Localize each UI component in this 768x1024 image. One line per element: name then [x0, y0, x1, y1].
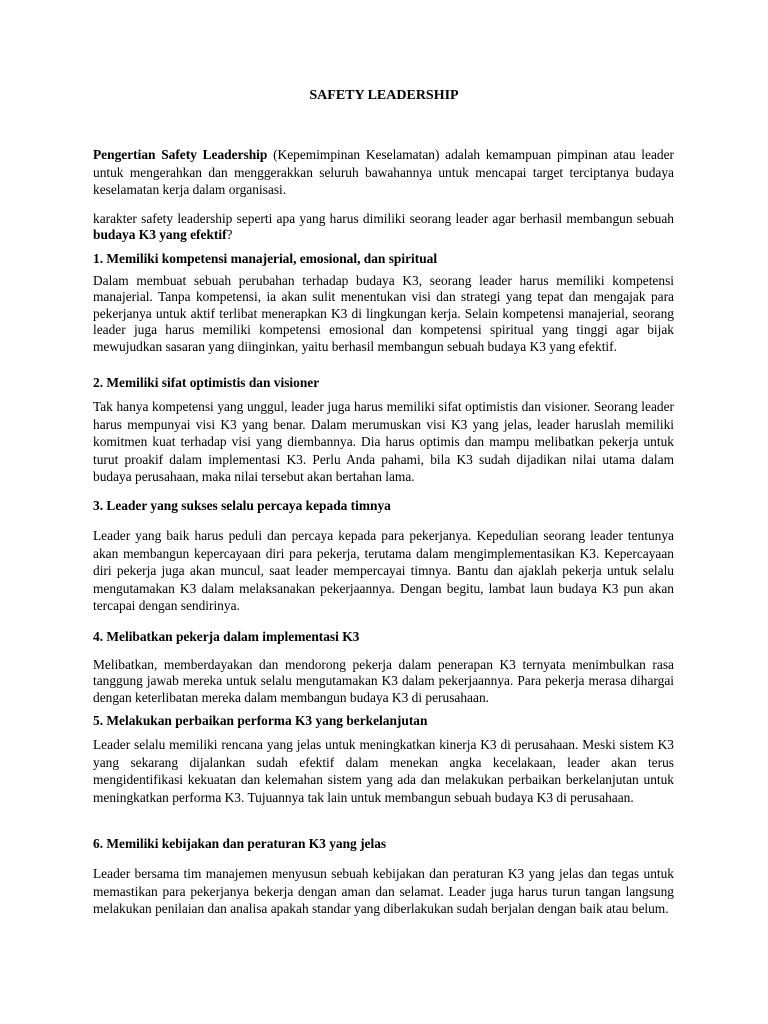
- section-body-2: Tak hanya kompetensi yang unggul, leader juga harus memiliki sifat optimistis dan visioner. Seorang leader harus mempunyai visi K3 yang benar. Dalam merumuskan visi K3 yang jelas, leader haruslah memiliki komitmen kuat terhadap visi yang diembannya. Dia harus optimis dan mampu melibatkan pekerja untuk turut proakif dalam implementasi K3. Perlu Anda pahami, bila K3 sudah dijadikan nilai utama dalam budaya perusahaan, maka nilai tersebut akan bertahan lama.: [93, 399, 674, 485]
- section-heading-6: 6. Memiliki kebijakan dan peraturan K3 yang jelas: [93, 836, 387, 851]
- section-heading-5: 5. Melakukan perbaikan performa K3 yang berkelanjutan: [93, 713, 428, 728]
- section-heading-2: 2. Memiliki sifat optimistis dan visioner: [93, 375, 320, 390]
- intro-term: Pengertian Safety Leadership: [93, 147, 268, 162]
- question-mark: ?: [226, 227, 233, 243]
- question-paragraph: [93, 211, 674, 244]
- intro-paragraph: [93, 146, 674, 199]
- section-body-3: Leader yang baik harus peduli dan percaya kepada para pekerjanya. Kepedulian seorang leader tentunya akan membangun kepercayaan diri para pekerja, terutama dalam mengimplementasikan K3. Kepercayaan diri pekerja juga akan muncul, saat leader mempercayai timnya. Bantu dan ajaklah pekerja untuk selalu mengutamakan K3 dalam melaksanakan pekerjaannya. Dengan begitu, lambat laun budaya K3 pun akan tercapai dengan sendirinya.: [93, 528, 674, 614]
- question-text: karakter safety leadership seperti apa yang harus dimiliki seorang leader agar berhasil membangun sebuah: [93, 211, 674, 226]
- document-title: SAFETY LEADERSHIP: [309, 88, 459, 103]
- section-body-4: Melibatkan, memberdayakan dan mendorong pekerja dalam penerapan K3 ternyata menimbulkan rasa tanggung jawab mereka untuk selalu mengutamakan K3 dalam pekerjaannya. Para pekerja merasa dihargai dengan keterlibatan mereka dalam membangun budaya K3 di perusahaan.: [93, 657, 674, 705]
- section-body-6: Leader bersama tim manajemen menyusun sebuah kebijakan dan peraturan K3 yang jelas dan tegas untuk memastikan para pekerjanya bekerja dengan aman dan selamat. Leader juga harus turun tangan langsung melakukan penilaian dan analisa apakah standar yang diberlakukan sudah berjalan dengan baik atau belum.: [93, 866, 674, 917]
- section-body-1: Dalam membuat sebuah perubahan terhadap budaya K3, seorang leader harus memiliki kompetensi manajerial. Tanpa kompetensi, ia akan sulit menentukan visi dan strategi yang tepat dan mengajak para pekerjanya untuk aktif terlibat menerapkan K3 di lingkungan kerja. Selain kompetensi manajerial, seorang leader juga harus memiliki kompetensi emosional dan kompetensi spiritual yang tinggi agar bijak mewujudkan sasaran yang diinginkan, yaitu berhasil membangun sebuah budaya K3 yang efektif.: [93, 273, 674, 354]
- section-heading-3: 3. Leader yang sukses selalu percaya kepada timnya: [93, 498, 391, 513]
- section-heading-4: 4. Melibatkan pekerja dalam implementasi K3: [93, 629, 360, 644]
- section-body-5: Leader selalu memiliki rencana yang jelas untuk meningkatkan kinerja K3 di perusahaan. Meski sistem K3 yang sekarang dijalankan sudah efektif dalam menekan angka kecelakaan, leader akan terus mengidentifikasi kekuatan dan kelemahan sistem yang ada dan melakukan perbaikan berkelanjutan untuk meningkatkan performa K3. Tujuannya tak lain untuk membangun sebuah budaya K3 di perusahaan.: [93, 737, 674, 805]
- section-heading-1: 1. Memiliki kompetensi manajerial, emosional, dan spiritual: [93, 251, 438, 266]
- question-emphasis: budaya K3 yang efektif: [93, 227, 227, 243]
- intro-definition: (Kepemimpinan Keselamatan) adalah kemampuan pimpinan atau leader untuk mengerahkan dan menggerakkan seluruh bawahannya untuk mencapai target terciptanya budaya keselamatan kerja dalam organisasi.: [93, 147, 675, 198]
